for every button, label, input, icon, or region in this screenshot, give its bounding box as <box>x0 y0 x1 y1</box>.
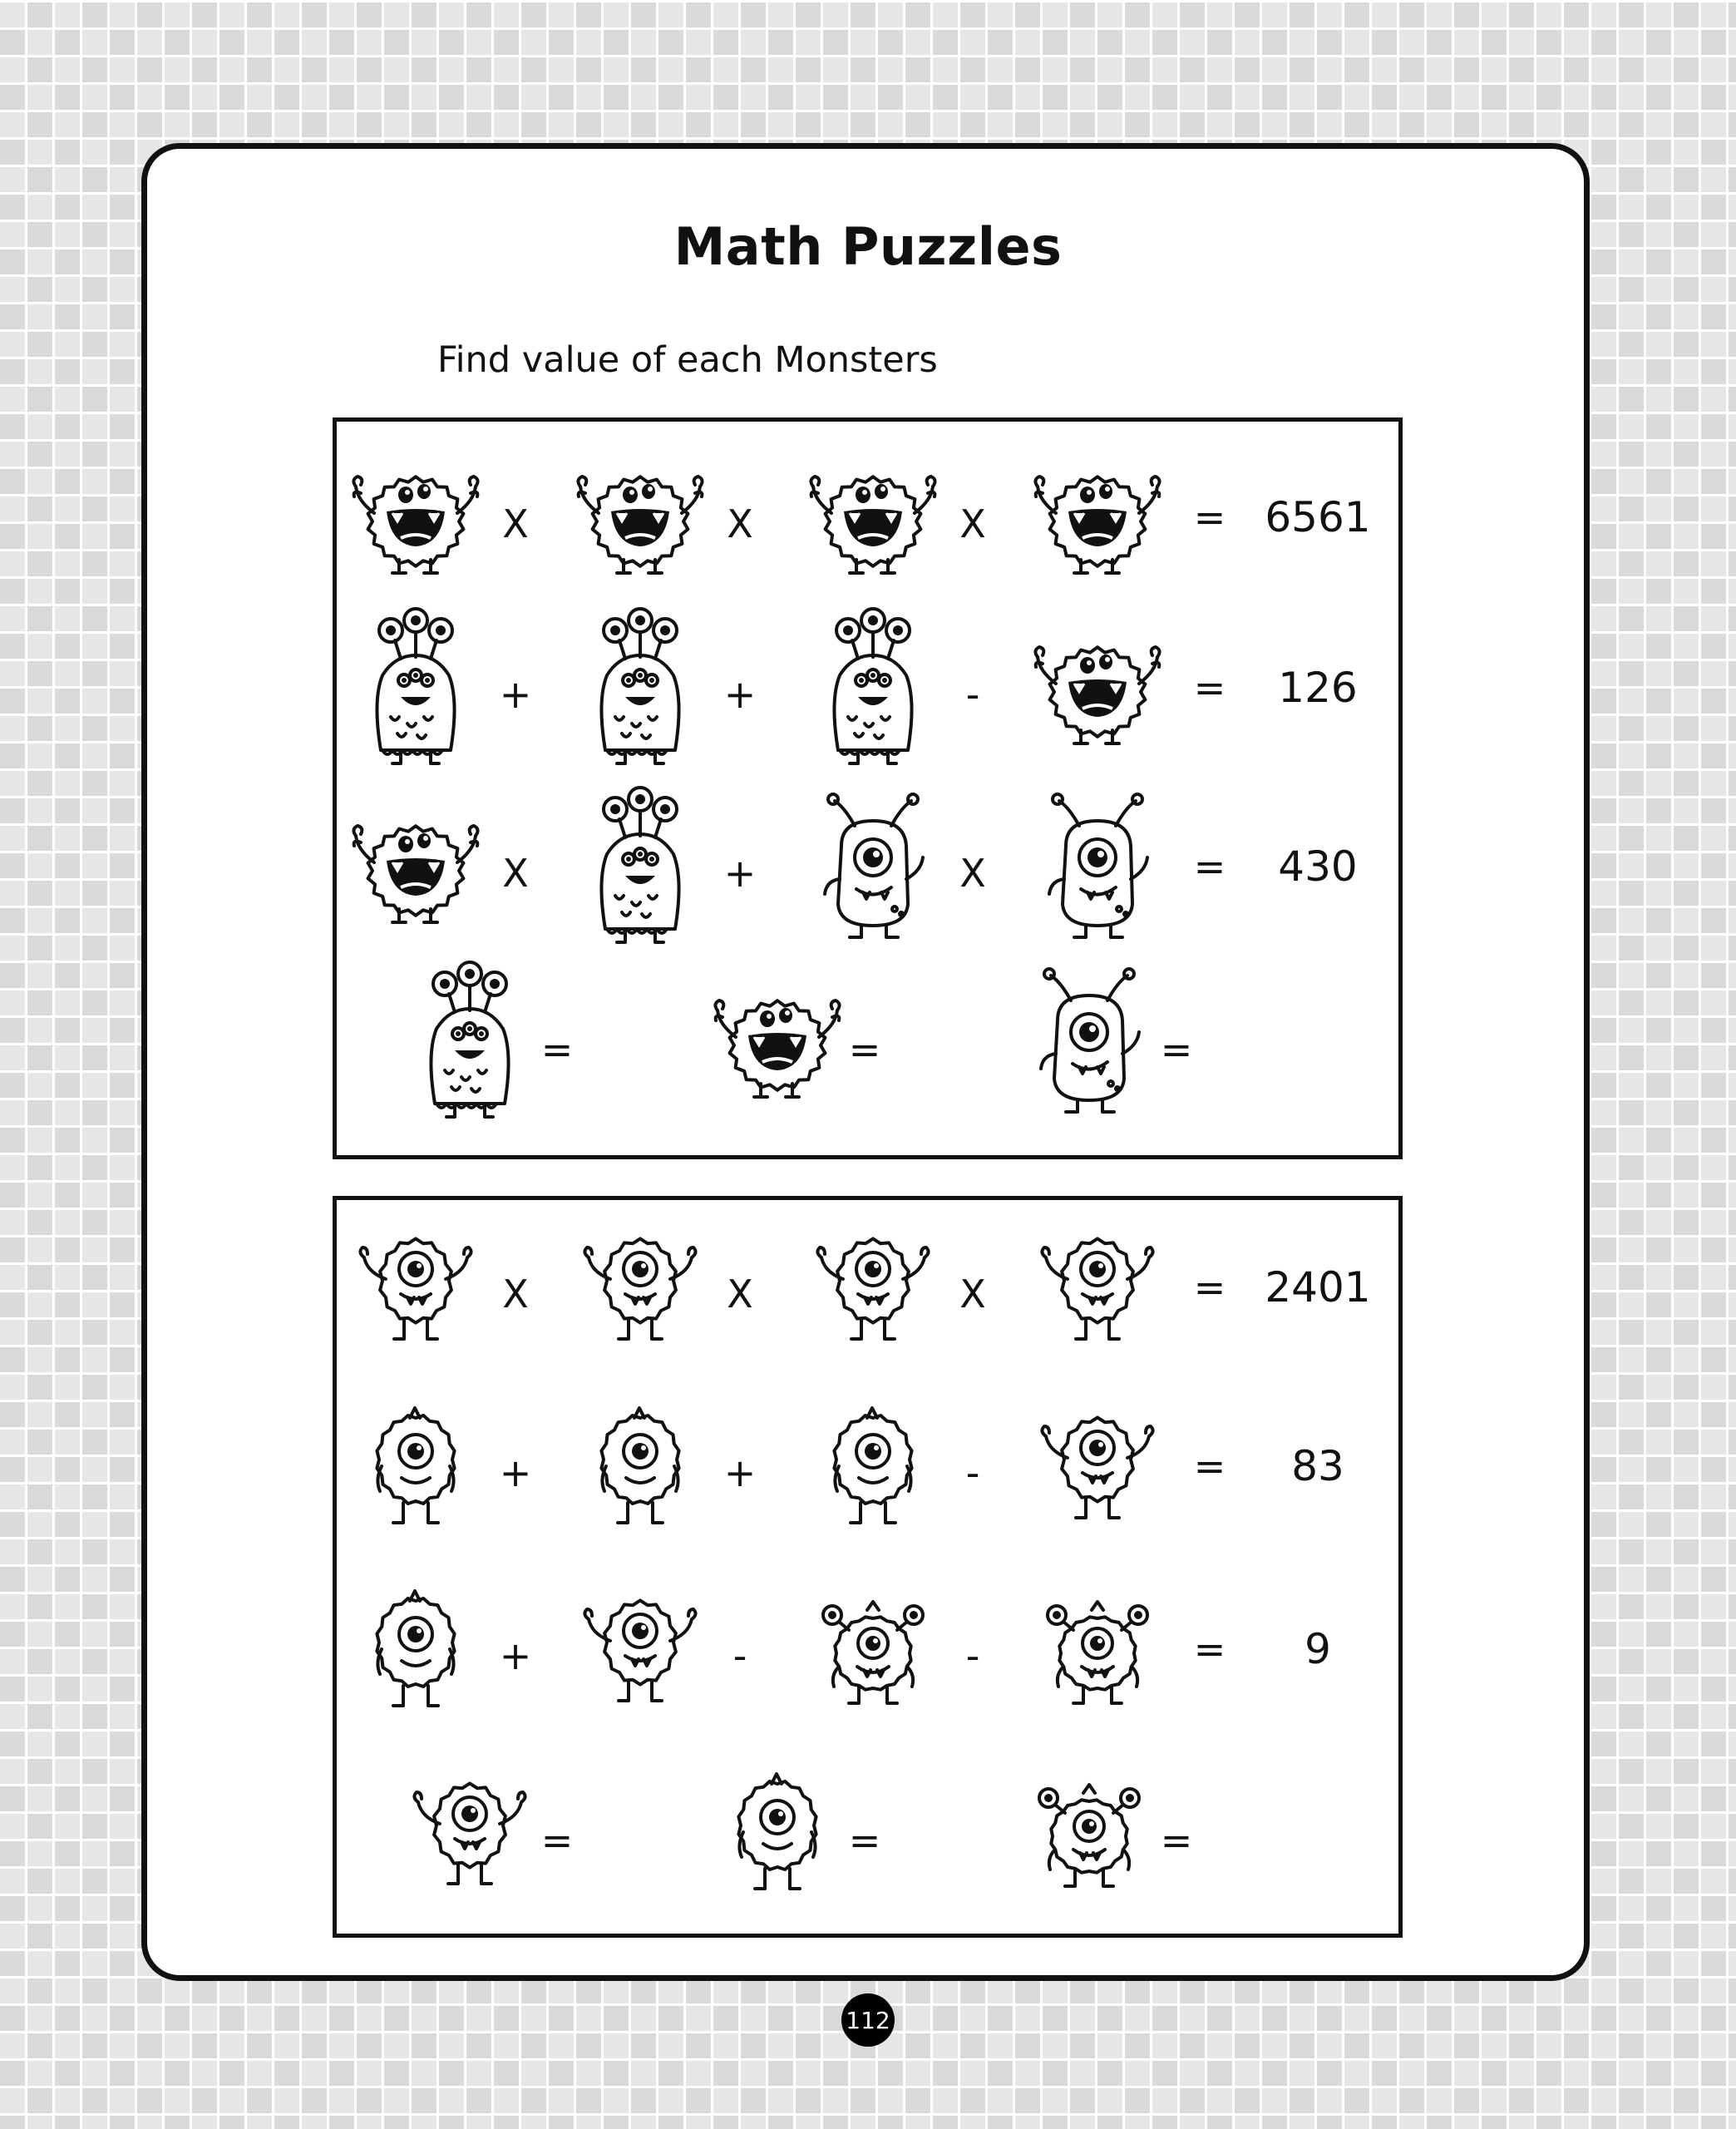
operator-sign: X <box>727 1272 753 1316</box>
instruction-text: Find value of each Monsters <box>437 339 938 381</box>
operator-sign: + <box>499 672 532 717</box>
equals-sign: = <box>1193 1627 1226 1672</box>
operator-sign: + <box>723 1450 757 1495</box>
operator-sign: + <box>723 851 757 896</box>
eyestalk-monster-icon <box>358 600 474 775</box>
equals-sign: = <box>1193 1265 1226 1310</box>
equals-sign: = <box>1193 665 1226 710</box>
furry-big-mouth-monster-icon <box>565 455 715 580</box>
cyclops-waving-monster-icon <box>403 1766 536 1899</box>
operator-sign: + <box>499 1633 532 1678</box>
cyclops-three-eyes-monster-icon <box>811 1587 935 1712</box>
furry-big-mouth-monster-icon <box>703 979 852 1104</box>
cyclops-hairy-monster-icon <box>362 1400 470 1533</box>
equation-result: 9 <box>1304 1625 1331 1673</box>
eyestalk-monster-icon <box>582 779 698 954</box>
cyclops-antenna-monster-icon <box>815 788 931 946</box>
cyclops-antenna-monster-icon <box>1031 962 1147 1120</box>
cyclops-hairy-monster-icon <box>723 1766 831 1899</box>
cyclops-waving-monster-icon <box>349 1221 482 1354</box>
cyclops-waving-monster-icon <box>1031 1221 1164 1354</box>
puzzle-box-1 <box>333 417 1403 1159</box>
furry-big-mouth-monster-icon <box>1023 625 1172 750</box>
equation-result: 83 <box>1291 1442 1344 1490</box>
equation-result: 2401 <box>1265 1263 1371 1311</box>
operator-sign: X <box>502 851 529 896</box>
answer-equals-sign: = <box>848 1818 881 1863</box>
puzzle-box-2 <box>333 1196 1403 1938</box>
operator-sign: + <box>499 1450 532 1495</box>
answer-equals-sign: = <box>848 1027 881 1072</box>
operator-sign: X <box>959 1272 986 1316</box>
furry-big-mouth-monster-icon <box>1023 455 1172 580</box>
operator-sign: - <box>732 1633 747 1678</box>
cyclops-waving-monster-icon <box>1031 1400 1164 1533</box>
equals-sign: = <box>1193 1444 1226 1489</box>
equation-result: 6561 <box>1265 493 1371 541</box>
answer-equals-sign: = <box>1160 1027 1193 1072</box>
operator-sign: X <box>502 1272 529 1316</box>
operator-sign: X <box>727 501 753 546</box>
answer-equals-sign: = <box>540 1818 574 1863</box>
answer-equals-sign: = <box>540 1027 574 1072</box>
operator-sign: + <box>723 672 757 717</box>
equals-sign: = <box>1193 495 1226 540</box>
cyclops-hairy-monster-icon <box>819 1400 927 1533</box>
operator-sign: X <box>959 851 986 896</box>
eyestalk-monster-icon <box>815 600 931 775</box>
equation-result: 126 <box>1278 664 1358 712</box>
cyclops-waving-monster-icon <box>574 1221 707 1354</box>
page-number: 112 <box>841 1993 895 2047</box>
cyclops-hairy-monster-icon <box>362 1583 470 1716</box>
operator-sign: - <box>965 1450 980 1495</box>
cyclops-antenna-monster-icon <box>1039 788 1156 946</box>
eyestalk-monster-icon <box>582 600 698 775</box>
operator-sign: - <box>965 672 980 717</box>
page-title: Math Puzzles <box>673 216 1063 277</box>
equation-result: 430 <box>1278 842 1358 891</box>
furry-big-mouth-monster-icon <box>341 455 491 580</box>
cyclops-three-eyes-monster-icon <box>1035 1587 1160 1712</box>
equals-sign: = <box>1193 844 1226 889</box>
operator-sign: X <box>502 501 529 546</box>
operator-sign: X <box>959 501 986 546</box>
operator-sign: - <box>965 1633 980 1678</box>
eyestalk-monster-icon <box>412 954 528 1129</box>
cyclops-hairy-monster-icon <box>586 1400 694 1533</box>
cyclops-waving-monster-icon <box>806 1221 940 1354</box>
furry-big-mouth-monster-icon <box>341 804 491 929</box>
answer-equals-sign: = <box>1160 1818 1193 1863</box>
cyclops-waving-monster-icon <box>574 1583 707 1716</box>
furry-big-mouth-monster-icon <box>798 455 948 580</box>
cyclops-three-eyes-monster-icon <box>1027 1770 1152 1894</box>
